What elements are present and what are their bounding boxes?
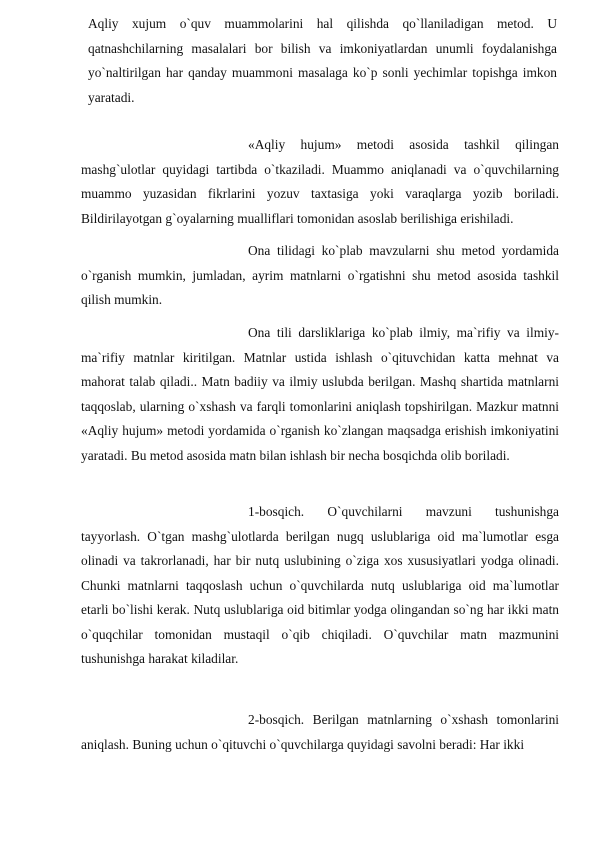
paragraph-intro: Aqliy xujum o`quv muammolarini hal qilishda qo`llaniladigan metod. U qatnashchilarning masalalari bor bilish va imkoniyatlardan unumli foydalanishga yo`naltirilgan har qanday muammoni masalaga ko`p sonli yechimlar topishga imkon yaratadi. bbox=[88, 16, 557, 105]
paragraph-ona-tili-mavzular: Ona tilidagi ko`plab mavzularni shu metod yordamida o`rganish mumkin, jumladan, ayrim matnlarni o`rgatishni shu metod asosida tashkil qilish mumkin. bbox=[81, 243, 559, 307]
paragraph-bosqich-1: 1-bosqich. O`quvchilarni mavzuni tushunishga tayyorlash. O`tgan mashg`ulotlarda berilgan nugq uslublariga oid ma`lumotlar esga olinadi va takrorlanadi, har bir nutq uslubining o`ziga xos xususiyatlari yodga olinadi. Chunki matnlarni taqqoslash uchun o`quvchilarda nutq uslublariga oid ma`lumotlar etarli bo`lishi kerak. Nutq uslublariga oid bitimlar yodga olingandan so`ng har ikki matn o`quqchilar tomonidan mustaqil o`qib chiqiladi. O`quvchilar matn mazmunini tushunishga harakat kiladilar. bbox=[81, 504, 559, 666]
paragraph-darsliklar-matnlar: Ona tili darsliklariga ko`plab ilmiy, ma`rifiy va ilmiy-ma`rifiy matnlar kiritilgan. Matnlar ustida ishlash o`qituvchidan katta mehnat va mahorat talab qiladi.. Matn badiiy va ilmiy uslubda berilgan. Mashq shartida matnlarni taqqoslab, ularning o`xshash va farqli tomonlarini aniqlash topshirilgan. Mazkur matnni «Aqliy hujum» metodi yordamida o`rganish ko`zlangan maqsadga erishish imkoniyatini yaratadi. Bu metod asosida matn bilan ishlash bir necha bosqichda olib boriladi. bbox=[81, 325, 559, 463]
paragraph-bosqich-2: 2-bosqich. Berilgan matnlarning o`xshash tomonlarini aniqlash. Buning uchun o`qituvchi o`quvchilarga quyidagi savolni beradi: Har ikki bbox=[81, 712, 559, 752]
paragraph-aqliy-hujum-order: «Aqliy hujum» metodi asosida tashkil qilingan mashg`ulotlar quyidagi tartibda o`tkaziladi. Muammo aniqlanadi va o`quvchilarning muammo yuzasidan fikrlarini yozuv taxtasiga yoki varaqlarga yozib boriladi. Bildirilayotgan g`oyalarning mualliflari tomonidan asoslab berilishiga erishiladi. bbox=[81, 137, 559, 226]
